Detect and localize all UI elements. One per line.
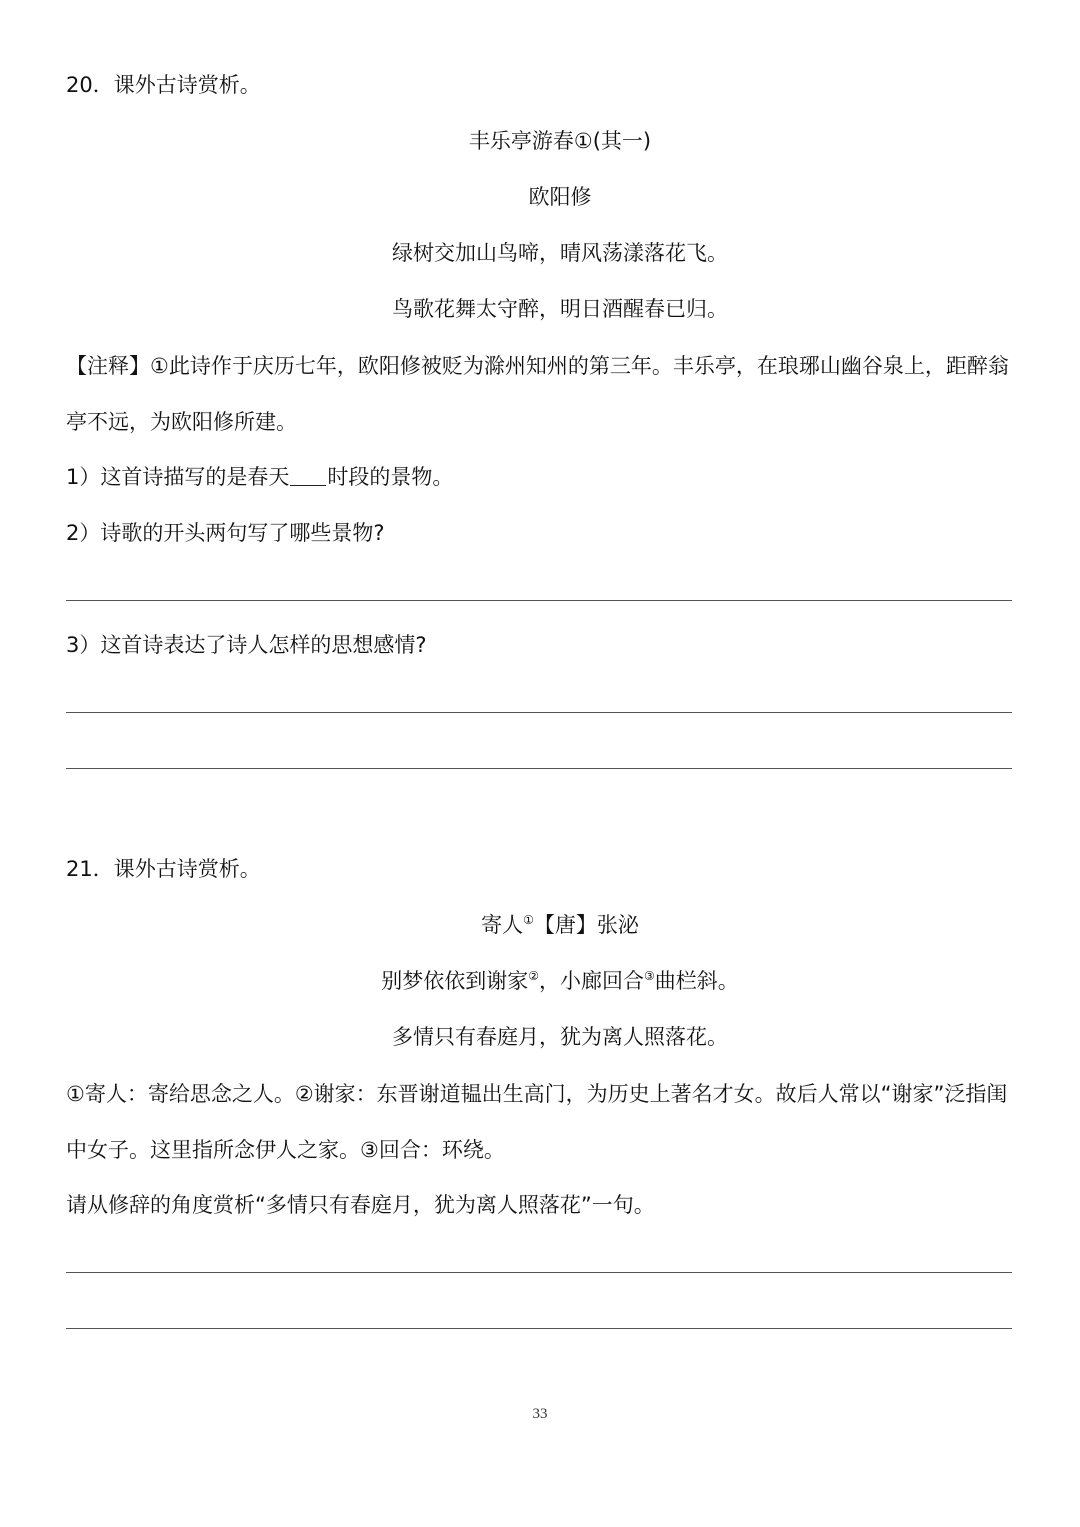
q20-sub1-before: 1）这首诗描写的是春天 xyxy=(66,465,290,489)
answer-line[interactable] xyxy=(66,768,1012,769)
q20-poem-line-1: 绿树交加山鸟啼，晴风荡漾落花飞。 xyxy=(392,241,728,265)
q20-note: 【注释】①此诗作于庆历七年，欧阳修被贬为滁州知州的第三年。丰乐亭，在琅琊山幽谷泉上，距醉翁亭不远，为欧阳修所建。 xyxy=(66,354,1009,434)
answer-line[interactable] xyxy=(66,1328,1012,1329)
q20-heading: 20．课外古诗赏析。 xyxy=(66,73,261,97)
q21-title-b: 【唐】张泌 xyxy=(533,913,639,937)
q20-sub1-after: 时段的景物。 xyxy=(327,465,454,489)
footnote-mark: ① xyxy=(523,913,534,927)
q20-poem-title: 丰乐亭游春①(其一) xyxy=(468,129,652,153)
page-number: 33 xyxy=(532,1406,548,1422)
q20-author: 欧阳修 xyxy=(528,185,592,209)
answer-blank[interactable] xyxy=(290,465,326,486)
answer-line[interactable] xyxy=(66,712,1012,713)
footnote-mark: ② xyxy=(528,969,539,983)
footnote-mark: ③ xyxy=(644,969,655,983)
q20-poem-line-2: 鸟歌花舞太守醉，明日酒醒春已归。 xyxy=(392,297,728,321)
q21-line1-a: 别梦依依到谢家 xyxy=(381,969,529,993)
answer-line[interactable] xyxy=(66,600,1012,601)
q21-heading: 21．课外古诗赏析。 xyxy=(66,857,261,881)
q21-line1-c: 曲栏斜。 xyxy=(654,969,739,993)
q21-line1-b: ，小廊回合 xyxy=(539,969,644,993)
q21-poem-line-2: 多情只有春庭月，犹为离人照落花。 xyxy=(392,1025,728,1049)
q21-poem-line-1 xyxy=(0,966,1080,996)
q21-title-a: 寄人 xyxy=(481,913,524,937)
q21-note: ①寄人：寄给思念之人。②谢家：东晋谢道韫出生高门，为历史上著名才女。故后人常以“谢家”泛指闺中女子。这里指所念伊人之家。③回合：环绕。 xyxy=(66,1082,1008,1162)
answer-line[interactable] xyxy=(66,1272,1012,1273)
q20-subquestion-2: 2）诗歌的开头两句写了哪些景物? xyxy=(66,521,385,545)
q20-subquestion-3: 3）这首诗表达了诗人怎样的思想感情? xyxy=(66,633,427,657)
q21-question: 请从修辞的角度赏析“多情只有春庭月，犹为离人照落花”一句。 xyxy=(66,1193,655,1217)
q20-subquestion-1 xyxy=(66,462,1016,492)
q21-poem-title xyxy=(0,910,1080,940)
